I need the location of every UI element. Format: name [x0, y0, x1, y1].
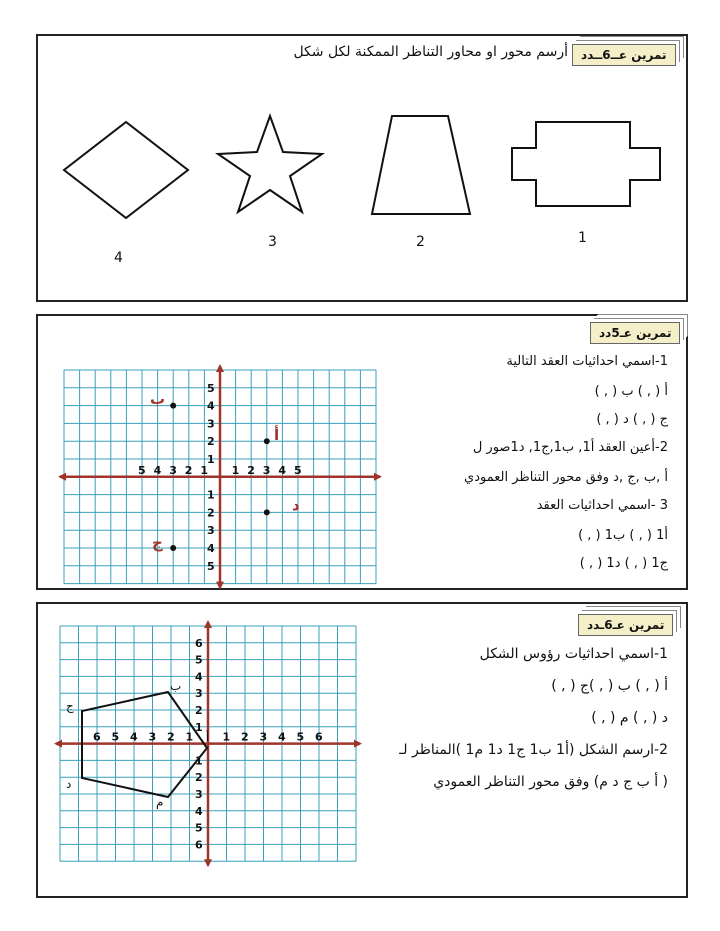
x-tick-negative: 3	[169, 463, 177, 477]
x-tick-negative: 2	[184, 463, 193, 477]
rhombus-shape	[64, 122, 188, 218]
ex3-line-2: أ ( , ) ب ( , )ج ( , )	[551, 678, 668, 694]
y-tick-positive: 5	[207, 381, 215, 395]
x-tick-positive: 4	[278, 730, 286, 744]
star-shape	[218, 116, 322, 212]
y-tick-negative: 4	[195, 804, 203, 818]
y-tick-negative: 2	[195, 771, 203, 785]
x-tick-negative: 1	[185, 730, 194, 744]
y-tick-negative: 6	[195, 838, 203, 852]
y-tick-positive: 2	[195, 704, 203, 717]
x-tick-positive: 6	[315, 730, 323, 744]
vertex-label-ba: ب	[170, 679, 182, 693]
y-tick-positive: 4	[207, 399, 215, 413]
x-tick-positive: 1	[222, 730, 231, 744]
x-tick-negative: 4	[153, 463, 162, 477]
y-tick-positive: 1	[207, 453, 215, 466]
y-tick-negative: 2	[207, 506, 215, 520]
ex2-line-6: 3 -اسمي احداثيات العقد	[536, 498, 668, 513]
y-tick-negative: 3	[195, 788, 203, 801]
shape-number-2: 2	[416, 234, 425, 250]
x-tick-positive: 3	[262, 463, 271, 477]
y-tick-positive: 6	[195, 636, 203, 650]
y-tick-positive: 4	[195, 670, 203, 684]
x-tick-negative: 5	[111, 730, 120, 744]
y-tick-positive: 1	[195, 720, 203, 734]
y-tick-negative: 4	[207, 542, 215, 555]
y-tick-positive: 5	[195, 653, 203, 667]
x-tick-positive: 2	[247, 463, 255, 477]
point-label-alef: أ	[274, 426, 280, 444]
vertex-label-alef: أ	[206, 731, 210, 744]
y-tick-negative: 5	[207, 559, 215, 573]
vertex-label-jim: ج	[66, 699, 74, 713]
x-tick-negative: 3	[148, 730, 157, 744]
x-tick-positive: 2	[241, 730, 249, 744]
x-tick-positive: 4	[278, 463, 287, 477]
point-label-jim: ج	[152, 534, 163, 552]
exercise-1-shapes	[0, 0, 720, 300]
shape-number-1: 1	[578, 230, 587, 246]
ex2-line-7: أ1 ( , ) ب1 ( , )	[578, 528, 668, 543]
x-tick-positive: 5	[294, 463, 302, 477]
y-tick-negative: 5	[195, 821, 203, 835]
exercise-2-badge: تمرين عـ5دد	[590, 322, 680, 344]
y-tick-positive: 3	[195, 687, 203, 701]
y-tick-negative: 3	[207, 524, 215, 538]
ex3-line-4: 2-ارسم الشكل (أ1 ب1 ج1 د1 م1 )المناظر لـ	[399, 742, 668, 758]
x-tick-negative: 1	[200, 463, 209, 477]
ex3-line-5: ( أ ب ج د م) وفق محور التناظر العمودي	[433, 774, 668, 790]
trapezoid-shape	[372, 116, 470, 214]
exercise-1-instruction: أرسم محور او محاور التناظر الممكنة لكل شكل	[293, 44, 568, 60]
y-tick-negative: 1	[207, 488, 215, 502]
ex3-line-3: د ( , ) م ( , )	[591, 710, 668, 726]
x-tick-positive: 3	[259, 730, 268, 744]
x-tick-negative: 4	[130, 730, 138, 744]
shape-number-4: 4	[114, 250, 123, 266]
ex2-line-4: 2-أعين العقد أ1, ب1,ج1, د1صور ل	[472, 440, 668, 455]
x-tick-positive: 5	[296, 730, 305, 744]
ex2-line-2: أ ( , ) ب ( , )	[594, 384, 668, 399]
shape-number-3: 3	[268, 234, 277, 250]
exercise-1-badge: تمرين عــ6ــدد	[572, 44, 676, 66]
x-tick-negative: 5	[138, 463, 146, 477]
ex3-line-1: 1-اسمي احداثيات رؤوس الشكل	[479, 646, 668, 662]
ex2-line-3: ج ( , ) د ( , )	[596, 412, 668, 427]
ex2-line-1: 1-اسمي احداثيات العقد التالية	[506, 354, 668, 369]
y-tick-positive: 2	[207, 435, 215, 449]
y-tick-negative: 1	[195, 754, 203, 768]
ex2-line-5: أ ,ب ,ج ,د وفق محور التناظر العمودي	[464, 470, 668, 485]
point-label-ba: ب	[150, 390, 166, 408]
x-tick-negative: 2	[167, 730, 175, 744]
x-tick-positive: 1	[231, 463, 240, 477]
y-tick-positive: 3	[207, 417, 215, 431]
cross-shape	[512, 122, 660, 206]
x-tick-negative: 6	[93, 730, 101, 744]
exercise-3-badge: تمرين عـ6ـدد	[578, 614, 673, 636]
ex2-line-8: ج1 ( , ) د1 ( , )	[579, 556, 668, 571]
vertex-label-dal: د	[66, 777, 72, 791]
vertex-label-mim: م	[156, 795, 164, 809]
point-label-dal: د	[292, 496, 300, 514]
